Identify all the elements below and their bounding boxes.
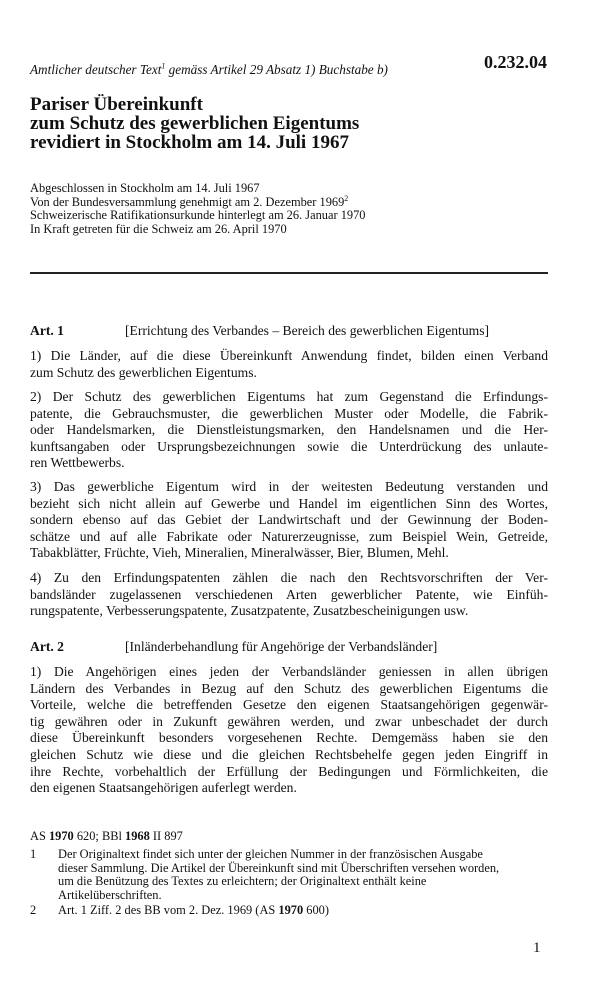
article-1-heading (30, 323, 489, 339)
footnote-number: 1 (30, 847, 37, 861)
sr-number: 0.232.04 (484, 52, 547, 72)
art1-para-1: 1) Die Länder, auf die diese Übereinkunft Anwendung findet, bilden einen Verband zum Schutz des gewerblichen Eigentums. (30, 348, 548, 380)
footnote-2: 2 Art. 1 Ziff. 2 des BB vom 2. Dez. 1969 (AS 1970 600) (30, 903, 329, 917)
title-line: revidiert in Stockholm am 14. Juli 1967 (30, 132, 349, 153)
page-title (30, 95, 570, 152)
footnote-1: 1 Der Originaltext findet sich unter der gleichen Nummer in der französischen Ausgabe dieser Sammlung. Die Artikel der Übereinkunft sind mit Überschriften versehen worden, um die Benützung des Textes zu erleichtern; der Originaltext enthält keine Artikelüberschriften. (30, 847, 500, 902)
article-2-heading (30, 639, 437, 655)
article-title: [Inländerbehandlung für Angehörige der Verbandsländer] (125, 639, 438, 654)
meta-approved: Von der Bundesversammlung genehmigt am 2. Dezember 1969$^2$ (30, 193, 349, 209)
art2-para-1: 1) Die Angehörigen eines jeden der Verbandsländer geniessen in allen übrigen Ländern des Verbandes in Bezug auf den Schutz des gewerblichen Eigentums die Vorteile, welche die betreffenden Gesetze den eigenen Staatsangehörigen gegenwär- tig gewähren oder in Zukunft gewähren werden, und zwar unbeschadet der durch diese Übereinkunft besonders vorgesehenen Rechte. Demgemäss haben sie den gleichen Schutz wie diese und die gleichen Rechtsbehelfe gegen jeden Eingriff in ihre Rechte, vorbehaltlich der Erfüllung der Bedingungen und Förmlichkeiten, die den eigenen Staatsangehörigen auferlegt werden. (30, 664, 548, 796)
page-number: 1 (533, 940, 541, 956)
article-number: Art. 1 (30, 323, 64, 338)
art1-para-4: 4) Zu den Erfindungspatenten zählen die nach den Rechtsvorschriften der Ver- bandsländer zugelassenen verschiedenen Arten gewerblicher Patente, wie Einfüh- rungspatente, Verbesserungspatente, Zusatzpatente, Zusatzbescheinigungen usw. (30, 570, 548, 619)
footnote-number: 2 (30, 903, 37, 917)
official-text-note: Amtlicher deutscher Text$^1$ gemäss Artikel 29 Absatz 1) Buchstabe b) (30, 61, 388, 77)
footnote-ref-1[interactable]: 1 (161, 61, 166, 71)
divider (30, 272, 548, 274)
article-title: [Errichtung des Verbandes – Bereich des gewerblichen Eigentums] (125, 323, 490, 338)
title-line: Pariser Übereinkunft (30, 94, 203, 115)
as-reference: AS 1970 620; BBl 1968 II 897 (30, 829, 183, 843)
art1-para-3: 3) Das gewerbliche Eigentum wird in der weitesten Bedeutung verstanden und bezieht sich nicht allein auf Gewerbe und Handel im eigentlichen Sinn des Wortes, sondern ebenso auf das Gebiet der Landwirtschaft und der Gewinnung der Boden- schätze und auf alle Fabrikate oder Naturerzeugnisse, zum Beispiel Wein, Getreide, Tabakblätter, Früchte, Vieh, Mineralien, Mineralwässer, Bier, Blumen, Mehl. (30, 479, 548, 561)
title-line: zum Schutz des gewerblichen Eigentums (30, 113, 360, 134)
meta-in-force: In Kraft getreten für die Schweiz am 26. April 1970 (30, 221, 287, 236)
art1-para-2: 2) Der Schutz des gewerblichen Eigentums hat zum Gegenstand die Erfindungs- patente, die Gebrauchsmuster, die gewerblichen Muster oder Modelle, die Fabrik- oder Handelsmarken, die Dienstleistungsmarken, den Handelsnamen und die Her- kunftsangaben oder Ursprungsbezeichnungen sowie die Unterdrückung des unlaute- ren Wettbewerbs. (30, 389, 548, 471)
article-number: Art. 2 (30, 639, 64, 654)
meta-ratification: Schweizerische Ratifikationsurkunde hinterlegt am 26. Januar 1970 (30, 208, 366, 222)
document-meta (30, 182, 366, 236)
footnote-ref-2[interactable]: 2 (344, 193, 349, 203)
meta-concluded: Abgeschlossen in Stockholm am 14. Juli 1967 (30, 181, 260, 195)
